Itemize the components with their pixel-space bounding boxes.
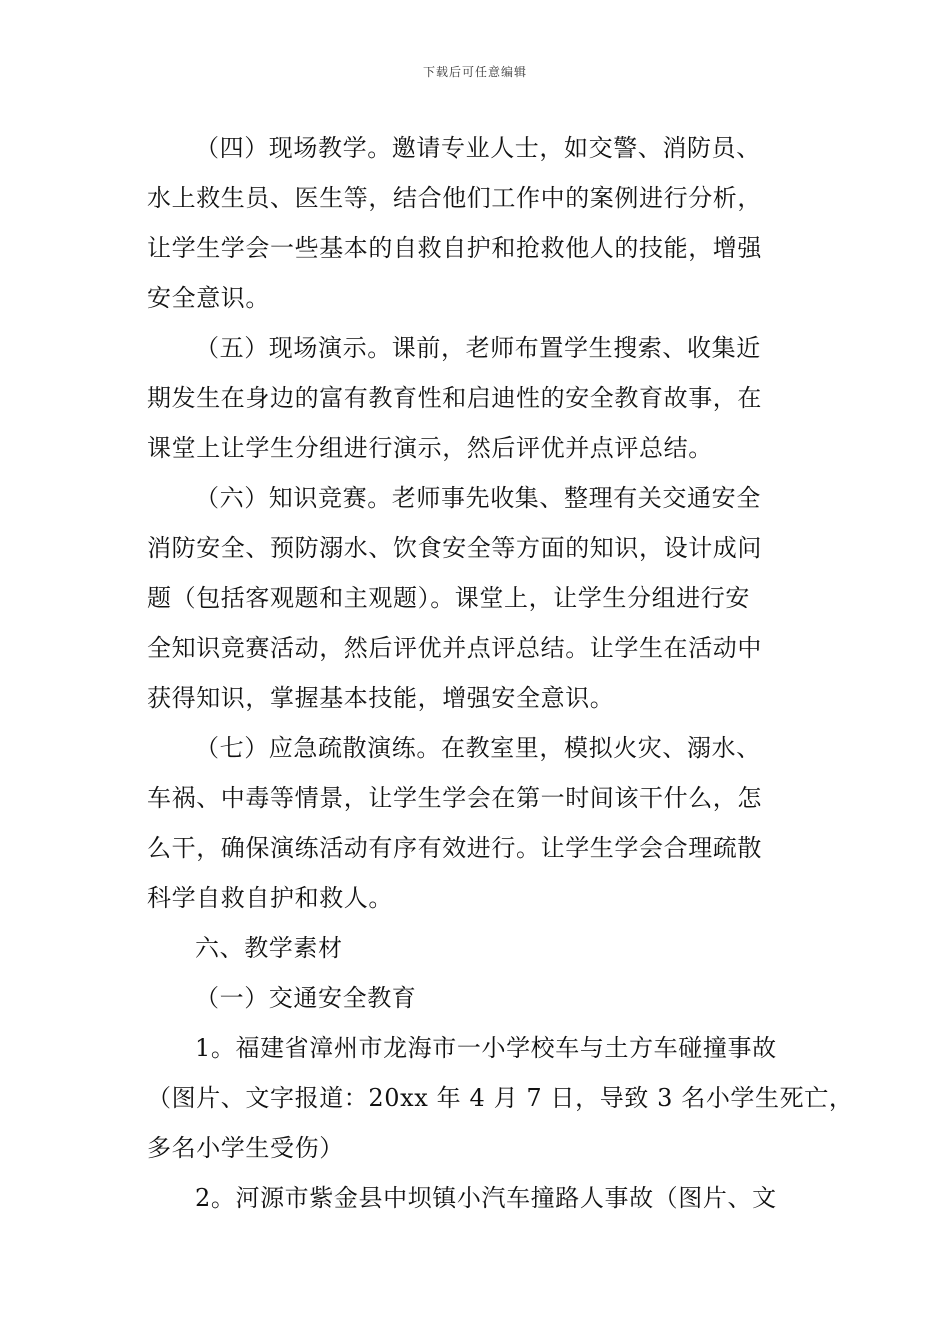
paragraph-line: 题（包括客观题和主观题）。课堂上，让学生分组进行安 xyxy=(147,584,750,612)
paragraph-line: 多名小学生受伤） xyxy=(147,1134,344,1162)
paragraph-line: 期发生在身边的富有教育性和启迪性的安全教育故事，在 xyxy=(147,384,762,412)
paragraph-line: 2。河源市紫金县中坝镇小汽车撞路人事故（图片、文 xyxy=(195,1184,777,1212)
paragraph-line: （四）现场教学。邀请专业人士，如交警、消防员、 xyxy=(195,134,761,162)
paragraph-line: （图片、文字报道：20xx 年 4 月 7 日，导致 3 名小学生死亡， xyxy=(147,1084,854,1112)
subsection-heading: （一）交通安全教育 xyxy=(195,984,417,1012)
paragraph-line: 获得知识，掌握基本技能，增强安全意识。 xyxy=(147,684,615,712)
page-header: 下载后可任意编辑 xyxy=(422,65,527,79)
paragraph-line: 安全意识。 xyxy=(147,284,270,312)
paragraph-line: （五）现场演示。课前，老师布置学生搜索、收集近 xyxy=(195,334,761,362)
section-heading: 六、教学素材 xyxy=(195,934,343,962)
paragraph-line: 水上救生员、医生等，结合他们工作中的案例进行分析， xyxy=(147,184,762,212)
paragraph-line: 1。福建省漳州市龙海市一小学校车与土方车碰撞事故 xyxy=(195,1034,777,1062)
document-body xyxy=(147,123,854,1223)
paragraph-line: 全知识竞赛活动，然后评优并点评总结。让学生在活动中 xyxy=(147,634,762,662)
paragraph-line: （六）知识竞赛。老师事先收集、整理有关交通安全 xyxy=(195,484,761,512)
paragraph-line: 么干，确保演练活动有序有效进行。让学生学会合理疏散 xyxy=(147,834,762,862)
paragraph-line: （七）应急疏散演练。在教室里，模拟火灾、溺水、 xyxy=(195,734,761,762)
paragraph-line: 科学自救自护和救人。 xyxy=(147,884,393,912)
paragraph-line: 让学生学会一些基本的自救自护和抢救他人的技能，增强 xyxy=(147,234,762,262)
paragraph-line: 课堂上让学生分组进行演示，然后评优并点评总结。 xyxy=(147,434,713,462)
paragraph-line: 消防安全、预防溺水、饮食安全等方面的知识，设计成问 xyxy=(147,534,762,562)
paragraph-line: 车祸、中毒等情景，让学生学会在第一时间该干什么，怎 xyxy=(147,784,762,812)
